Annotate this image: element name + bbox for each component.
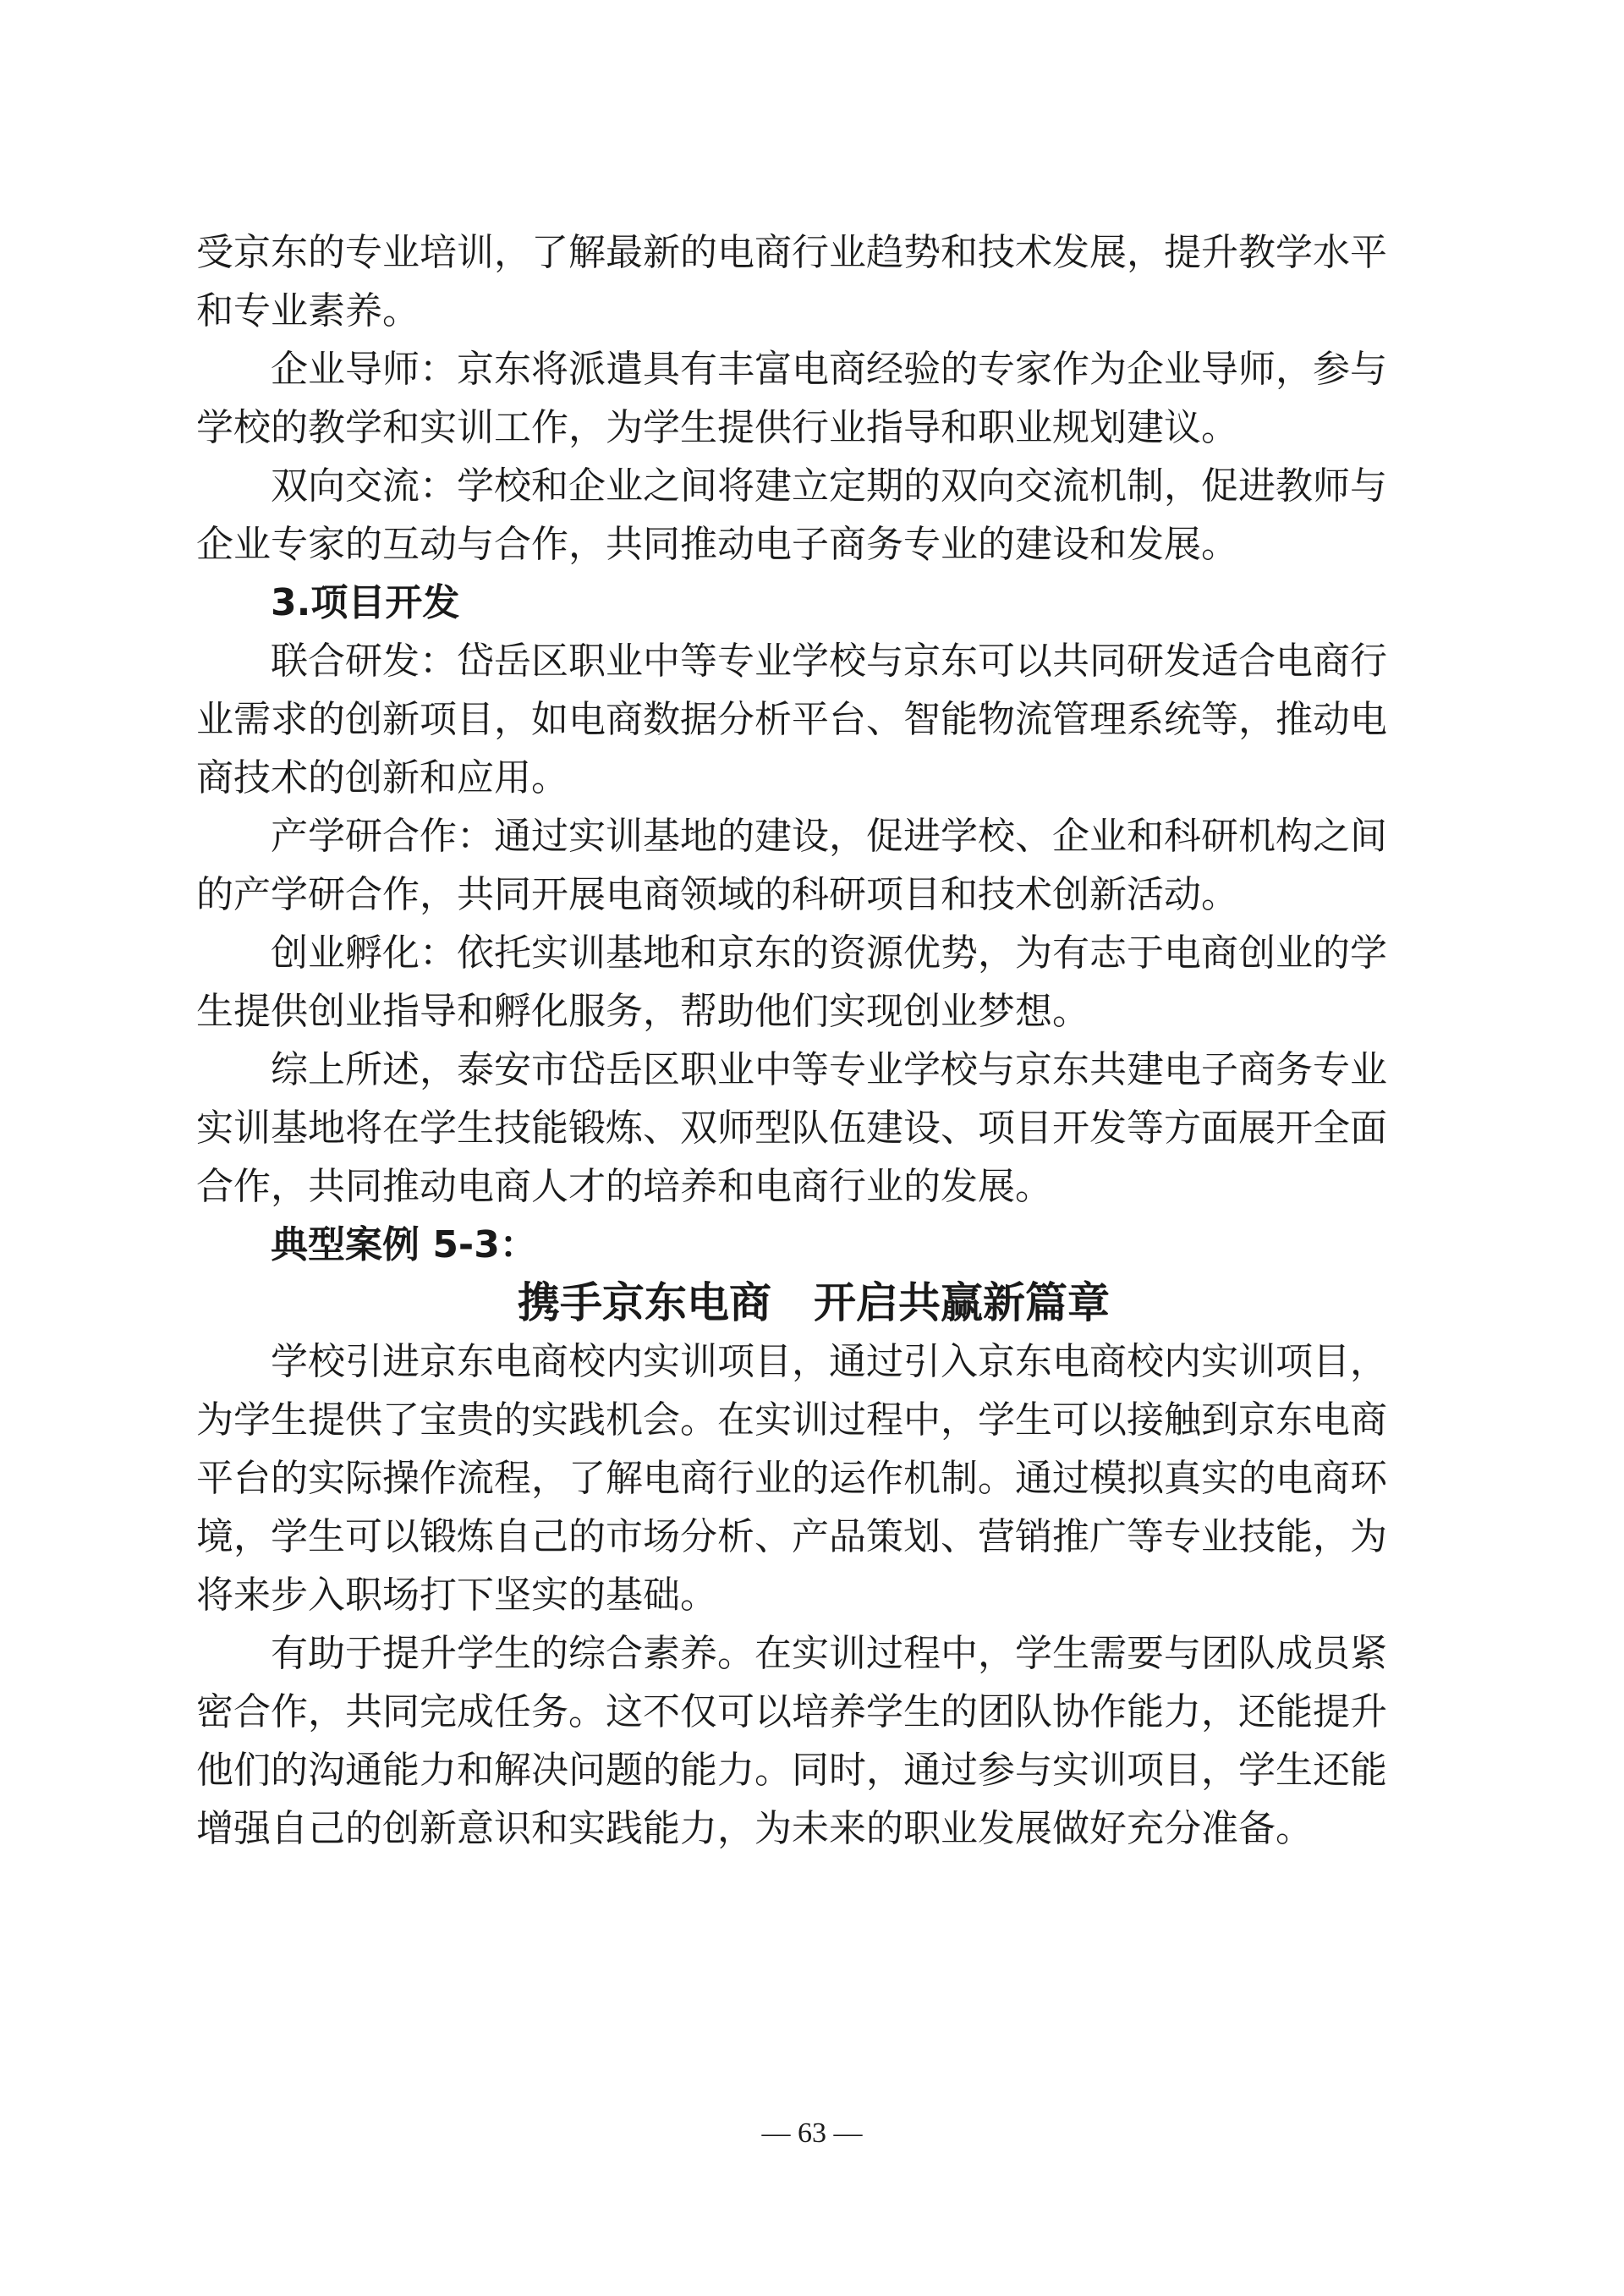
- paragraph-start: 学校引进京东电商校内实训项目，通过引入京东电商校内实训项目，: [271, 1340, 1387, 1383]
- paragraph-start: 创业孵化：依托实训基地和京东的资源优势，为有志于电商创业的学: [271, 931, 1387, 975]
- case-label: 典型案例 5-3：: [271, 1223, 537, 1266]
- text-line: 商技术的创新和应用。: [196, 756, 568, 799]
- text-line: 和专业素养。: [196, 289, 420, 332]
- text-line: 平台的实际操作流程，了解电商行业的运作机制。通过模拟真实的电商环: [196, 1457, 1387, 1500]
- text-line: 为学生提供了宝贵的实践机会。在实训过程中，学生可以接触到京东电商: [196, 1398, 1387, 1442]
- text-line: 增强自己的创新意识和实践能力，为未来的职业发展做好充分准备。: [196, 1807, 1313, 1850]
- section-heading: 3.项目开发: [271, 581, 460, 624]
- text-line: 受京东的专业培训，了解最新的电商行业趋势和技术发展，提升教学水平: [196, 231, 1387, 274]
- page-number: — 63 —: [761, 2117, 863, 2149]
- text-line: 企业专家的互动与合作，共同推动电子商务专业的建设和发展。: [196, 523, 1238, 566]
- text-line: 学校的教学和实训工作，为学生提供行业指导和职业规划建议。: [196, 406, 1238, 449]
- text-line: 业需求的创新项目，如电商数据分析平台、智能物流管理系统等，推动电: [196, 698, 1387, 741]
- text-line: 密合作，共同完成任务。这不仅可以培养学生的团队协作能力，还能提升: [196, 1690, 1387, 1733]
- text-line: 合作，共同推动电商人才的培养和电商行业的发展。: [196, 1165, 1052, 1208]
- text-line: 实训基地将在学生技能锻炼、双师型队伍建设、项目开发等方面展开全面: [196, 1107, 1387, 1150]
- case-title: 携手京东电商 开启共赢新篇章: [518, 1278, 1110, 1327]
- text-line: 生提供创业指导和孵化服务，帮助他们实现创业梦想。: [196, 990, 1089, 1033]
- text-line: 境，学生可以锻炼自己的市场分析、产品策划、营销推广等专业技能，为: [196, 1515, 1387, 1558]
- paragraph-start: 联合研发：岱岳区职业中等专业学校与京东可以共同研发适合电商行: [271, 640, 1387, 683]
- document-body: [196, 223, 1431, 1858]
- paragraph-start: 企业导师：京东将派遣具有丰富电商经验的专家作为企业导师，参与: [271, 348, 1387, 391]
- paragraph-start: 综上所述，泰安市岱岳区职业中等专业学校与京东共建电子商务专业: [271, 1048, 1387, 1091]
- text-line: 的产学研合作，共同开展电商领域的科研项目和技术创新活动。: [196, 873, 1238, 916]
- text-line: 他们的沟通能力和解决问题的能力。同时，通过参与实训项目，学生还能: [196, 1749, 1387, 1792]
- paragraph-start: 双向交流：学校和企业之间将建立定期的双向交流机制，促进教师与: [271, 464, 1387, 508]
- paragraph-start: 产学研合作：通过实训基地的建设，促进学校、企业和科研机构之间: [271, 815, 1387, 858]
- paragraph-start: 有助于提升学生的综合素养。在实训过程中，学生需要与团队成员紧: [271, 1632, 1387, 1675]
- text-line: 将来步入职场打下坚实的基础。: [196, 1574, 717, 1617]
